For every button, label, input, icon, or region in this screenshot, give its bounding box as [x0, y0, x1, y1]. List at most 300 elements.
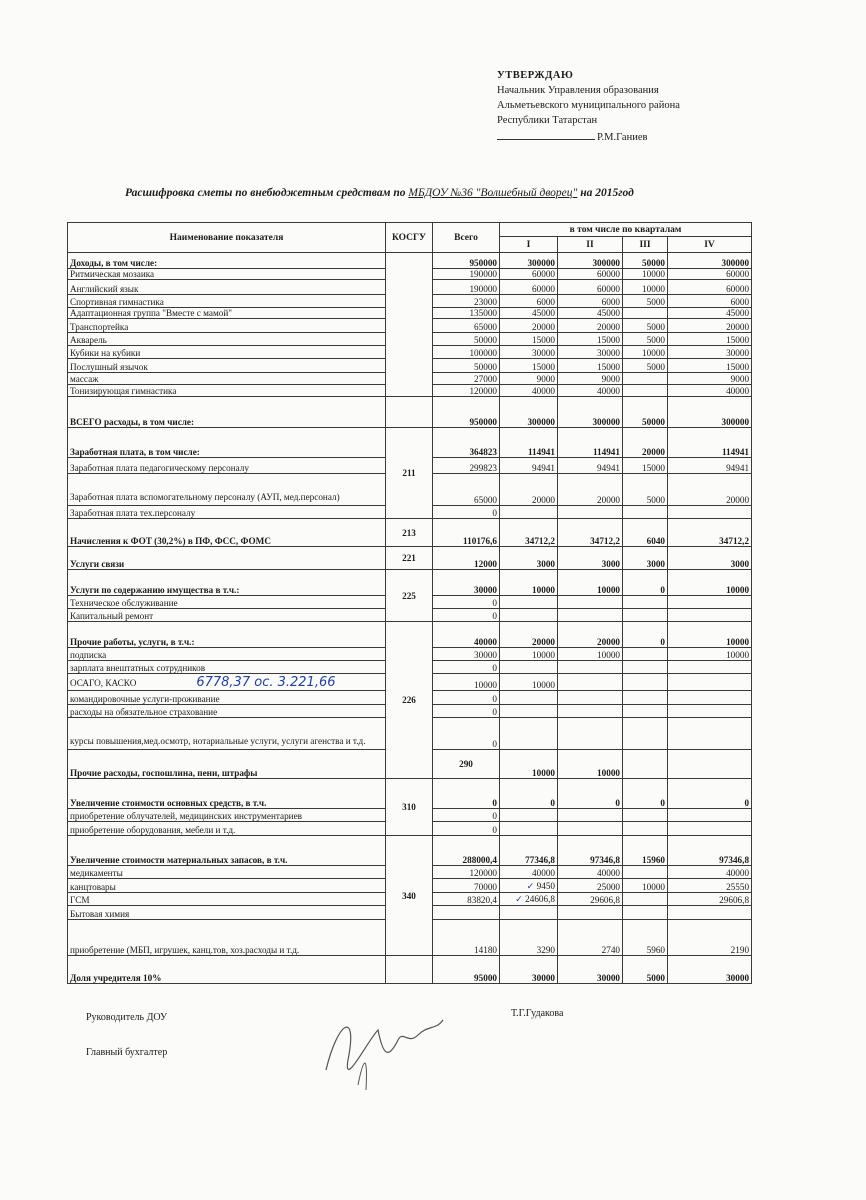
cell-value: 120000: [469, 868, 497, 878]
approval-block: [497, 68, 680, 145]
kosgu-cell: 290: [433, 750, 500, 779]
cell-total: [433, 822, 500, 836]
cell-value: 94941: [597, 463, 620, 473]
cell-q2: [558, 866, 623, 879]
cell-total: [500, 750, 558, 779]
cell-q4: [668, 547, 752, 570]
row-label-text: Транспортейка: [70, 322, 129, 332]
cell-q1: [500, 674, 558, 691]
cell-q1: [500, 385, 558, 397]
cell-q4: [668, 458, 752, 474]
row-label-cap_repair: [68, 609, 386, 622]
row-label-text: канцтовары: [70, 882, 116, 892]
table-row: [68, 570, 752, 596]
cell-total: [433, 458, 500, 474]
row-label-text: Услуги связи: [70, 559, 125, 569]
cell-total: [433, 879, 500, 893]
cell-value: 40000: [474, 637, 497, 647]
cell-value: 50000: [474, 335, 497, 345]
title-school: МБДОУ №36 "Волшебный дворец": [408, 187, 578, 199]
table-row: [68, 519, 752, 547]
cell-q3: [623, 359, 668, 373]
cell-value: 5000: [646, 973, 665, 983]
header-kosgu: КОСГУ: [386, 223, 433, 253]
cell-q1: [500, 822, 558, 836]
row-label-sal_ped: [68, 458, 386, 474]
cell-total: [433, 308, 500, 319]
cell-value: 3000: [601, 559, 620, 569]
cell-q4: [668, 506, 752, 519]
cell-value: 10000: [597, 768, 620, 778]
cell-q2: [558, 385, 623, 397]
cell-q1: [500, 705, 558, 718]
cell-total: [433, 718, 500, 750]
cell-q1: [500, 269, 558, 280]
cell-q2: [558, 253, 623, 269]
cell-value: 3000: [730, 559, 750, 569]
approval-line1: Начальник Управления образования: [497, 85, 659, 96]
cell-value: 77346,8: [525, 855, 555, 865]
row-label-medicine: [68, 866, 386, 879]
row-label-text: Заработная плата, в том числе:: [70, 447, 200, 457]
cell-q3: [623, 373, 668, 385]
cell-q1: [500, 319, 558, 333]
cell-q4: [668, 779, 752, 809]
row-label-tongue: [68, 359, 386, 373]
cell-total: [433, 280, 500, 295]
cell-value: 0: [492, 598, 497, 608]
cell-value: 950000: [469, 258, 497, 268]
cell-value: 30000: [597, 973, 620, 983]
cell-q2: [558, 893, 623, 906]
cell-value: 2190: [730, 945, 750, 955]
approval-line2: Альметьевского муниципального района: [497, 100, 680, 111]
cell-value: 29606,8: [590, 895, 620, 905]
cell-value: 5000: [646, 322, 665, 332]
cell-total: [433, 547, 500, 570]
cell-q2: [558, 269, 623, 280]
cell-q1: [500, 570, 558, 596]
row-label-irradiators: [68, 809, 386, 822]
cell-q1: [500, 333, 558, 346]
cell-total: [433, 269, 500, 280]
row-label-text: Услуги по содержанию имущества в т.ч.:: [70, 585, 240, 595]
cell-q3: [623, 836, 668, 866]
cell-q3: [623, 893, 668, 906]
cell-value: 5000: [646, 297, 665, 307]
cell-value: 15000: [597, 362, 620, 372]
cell-value: 30000: [474, 650, 497, 660]
cell-value: 2740: [601, 945, 620, 955]
row-label-text: Начисления к ФОТ (30,2%) в ПФ, ФСС, ФОМС: [70, 536, 271, 546]
cell-q1: [500, 280, 558, 295]
cell-value: 12000: [474, 559, 497, 569]
cell-value: 40000: [726, 868, 750, 878]
cell-total: [433, 346, 500, 359]
cell-value: 60000: [597, 284, 620, 294]
row-label-founder: [68, 956, 386, 984]
cell-total: [433, 295, 500, 308]
cell-q3: [623, 866, 668, 879]
cell-value: 95000: [474, 973, 497, 983]
cell-q3: [623, 269, 668, 280]
cell-q3: [623, 691, 668, 705]
row-label-text: Заработная плата тех.персоналу: [70, 508, 196, 518]
row-label-text: ВСЕГО расходы, в том числе:: [70, 417, 195, 427]
cell-value: 30000: [532, 973, 555, 983]
row-label-ext_staff: [68, 661, 386, 674]
cell-q3: [623, 519, 668, 547]
cell-value: 9450: [536, 881, 555, 891]
cell-q2: [558, 674, 623, 691]
row-label-expenses: [68, 397, 386, 428]
cell-value: 0: [550, 798, 555, 808]
cell-value: 3000: [536, 559, 555, 569]
cell-value: 10000: [532, 585, 555, 595]
kosgu-cell: 221: [386, 547, 433, 570]
table-body: [68, 253, 752, 984]
cell-q1: [500, 547, 558, 570]
cell-q2: [558, 779, 623, 809]
row-label-fixed_assets: [68, 779, 386, 809]
kosgu-cell: 340: [386, 836, 433, 956]
cell-q4: [668, 269, 752, 280]
cell-q4: [668, 570, 752, 596]
row-label-text: курсы повышения,мед.осмотр, нотариальные услуги, услуги агенства и т.д.: [70, 736, 366, 746]
cell-q2: [558, 346, 623, 359]
cell-q1: [500, 596, 558, 609]
budget-table: [67, 222, 752, 984]
cell-q4: [668, 866, 752, 879]
cell-q4: [668, 956, 752, 984]
cell-value: 29606,8: [719, 895, 750, 905]
kosgu-cell: 310: [386, 779, 433, 836]
cell-value: 40000: [597, 868, 620, 878]
cell-q3: [623, 308, 668, 319]
cell-q2: [558, 373, 623, 385]
row-label-trans: [68, 319, 386, 333]
cell-value: 120000: [469, 386, 497, 396]
cell-value: 10000: [474, 680, 497, 690]
handwritten-signature: [318, 1000, 448, 1095]
cell-q2: [558, 836, 623, 866]
kosgu-cell: [386, 956, 433, 984]
row-label-sport: [68, 295, 386, 308]
cell-q4: [668, 333, 752, 346]
row-label-text: Капитальный ремонт: [70, 611, 154, 621]
cell-value: 114941: [527, 447, 555, 457]
row-label-text: приобретение оборудования, мебели и т.д.: [70, 825, 236, 835]
cell-value: 300000: [527, 258, 555, 268]
cell-q1: [500, 253, 558, 269]
cell-q4: [668, 596, 752, 609]
cell-q3: [623, 295, 668, 308]
cell-q4: [668, 253, 752, 269]
row-label-text: Доля учредителя 10%: [70, 973, 162, 983]
cell-q1: [500, 691, 558, 705]
cell-q3: [623, 609, 668, 622]
row-label-household: [68, 906, 386, 920]
row-label-insurance: [68, 705, 386, 718]
cell-total: [433, 661, 500, 674]
cell-q1: [500, 879, 558, 893]
row-label-tech_service: [68, 596, 386, 609]
row-label-text: расходы на обязательное страхование: [70, 707, 218, 717]
cell-value: 300000: [721, 258, 750, 268]
approval-line3: Республики Татарстан: [497, 115, 598, 126]
row-label-text: Кубики на кубики: [70, 348, 141, 358]
cell-value: 5000: [646, 495, 665, 505]
approval-signer-line: [497, 128, 680, 145]
row-label-text: Прочие работы, услуги, в т.ч.:: [70, 637, 195, 647]
cell-q2: [558, 906, 623, 920]
cell-value: 3000: [646, 559, 665, 569]
cell-q2: [558, 547, 623, 570]
cell-value: 45000: [726, 308, 750, 318]
cell-value: 60000: [532, 284, 555, 294]
cell-value: 20000: [726, 322, 750, 332]
cell-q4: [668, 836, 752, 866]
cell-q4: [668, 822, 752, 836]
cell-q3: [623, 280, 668, 295]
row-label-osago: [68, 674, 386, 691]
cell-value: 10000: [597, 650, 620, 660]
cell-q1: [500, 906, 558, 920]
cell-q4: [668, 519, 752, 547]
cell-value: 65000: [474, 322, 497, 332]
table-row: [68, 253, 752, 269]
cell-q3: [623, 253, 668, 269]
row-label-sal_tech: [68, 506, 386, 519]
cell-value: 300000: [592, 258, 620, 268]
cell-q1: [500, 866, 558, 879]
cell-q1: [500, 956, 558, 984]
cell-total: [433, 648, 500, 661]
row-label-office: [68, 879, 386, 893]
cell-total: [433, 519, 500, 547]
cell-q2: [558, 705, 623, 718]
cell-q1: [500, 428, 558, 458]
cell-q4: [668, 906, 752, 920]
cell-q3: [623, 648, 668, 661]
cell-q3: [623, 385, 668, 397]
row-label-text: Бытовая химия: [70, 909, 130, 919]
cell-value: 50000: [642, 417, 665, 427]
check-mark-icon: ✓: [515, 894, 523, 905]
cell-value: 27000: [474, 374, 497, 384]
approval-title: УТВЕРЖДАЮ: [497, 70, 574, 81]
cell-q3: [623, 705, 668, 718]
header-quarters: в том числе по кварталам: [500, 223, 752, 237]
row-label-subscr: [68, 648, 386, 661]
cell-value: 6000: [601, 297, 620, 307]
cell-value: 190000: [469, 284, 497, 294]
row-label-courses: [68, 718, 386, 750]
cell-value: 300000: [592, 417, 620, 427]
cell-q3: [623, 956, 668, 984]
document-title: [125, 187, 634, 199]
cell-q4: [668, 609, 752, 622]
accountant-label: Главный бухгалтер: [86, 1047, 168, 1058]
cell-value: 50000: [642, 258, 665, 268]
cell-q2: [558, 397, 623, 428]
cell-total: [433, 809, 500, 822]
cell-value: 40000: [532, 386, 555, 396]
approval-signer: Р.М.Ганиев: [597, 132, 648, 143]
cell-q1: [500, 609, 558, 622]
cell-value: 94941: [532, 463, 555, 473]
cell-q3: [623, 397, 668, 428]
cell-value: 10000: [642, 348, 665, 358]
cell-value: 288000,4: [462, 855, 497, 865]
row-label-fuel: [68, 893, 386, 906]
cell-value: 94941: [726, 463, 750, 473]
row-label-text: Тонизирующая гимнастика: [70, 386, 177, 396]
cell-q2: [558, 661, 623, 674]
cell-q3: [623, 661, 668, 674]
row-label-comm: [68, 547, 386, 570]
cell-value: 15960: [642, 855, 665, 865]
cell-q4: [668, 661, 752, 674]
cell-q3: [623, 570, 668, 596]
cell-value: 34712,2: [525, 536, 555, 546]
cell-value: 45000: [532, 308, 555, 318]
row-label-text: Техническое обслуживание: [70, 598, 178, 608]
cell-value: 0: [744, 798, 750, 808]
cell-q2: [558, 506, 623, 519]
cell-value: 60000: [726, 269, 750, 279]
row-label-text: Доходы, в том числе:: [70, 258, 158, 268]
cell-q2: [558, 822, 623, 836]
cell-q1: [500, 648, 558, 661]
cell-q2: [558, 809, 623, 822]
cell-q4: [668, 385, 752, 397]
cell-value: 0: [492, 739, 497, 749]
cell-value: 30000: [532, 348, 555, 358]
cell-q3: [623, 622, 668, 648]
cell-value: 5000: [646, 335, 665, 345]
table-row: [68, 956, 752, 984]
cell-value: 20000: [532, 495, 555, 505]
row-label-text: Заработная плата вспомогательному персоналу (АУП, мед.персонал): [70, 492, 340, 502]
row-label-text: Прочие расходы, госпошлина, пени, штрафы: [70, 768, 258, 778]
cell-q3: [623, 809, 668, 822]
cell-value: 10000: [597, 585, 620, 595]
cell-value: 15000: [726, 362, 750, 372]
row-label-text: Английский язык: [70, 284, 139, 294]
cell-q3: [623, 428, 668, 458]
cell-q3: [623, 547, 668, 570]
cell-q4: [668, 397, 752, 428]
cell-value: 0: [615, 798, 620, 808]
cell-q4: [668, 308, 752, 319]
cell-q2: [558, 474, 623, 506]
cell-q1: [500, 474, 558, 506]
cell-q3: [623, 506, 668, 519]
header-q1: I: [500, 237, 558, 253]
cell-q2: [558, 956, 623, 984]
table-row: [68, 836, 752, 866]
row-label-text: Увеличение стоимости основных средств, в т.ч.: [70, 798, 267, 808]
cell-q1: [500, 373, 558, 385]
cell-value: 23000: [474, 297, 497, 307]
cell-q3: [623, 333, 668, 346]
cell-value: 10000: [642, 284, 665, 294]
cell-value: 0: [492, 611, 497, 621]
cell-q3: [623, 674, 668, 691]
cell-q1: [500, 809, 558, 822]
row-label-salary: [68, 428, 386, 458]
cell-q2: [558, 428, 623, 458]
row-label-text: командировочные услуги-проживание: [70, 694, 220, 704]
cell-q1: [500, 346, 558, 359]
cell-value: 10000: [726, 650, 750, 660]
cell-q1: [558, 750, 623, 779]
cell-value: 14180: [474, 945, 497, 955]
cell-total: [433, 920, 500, 956]
cell-q4: [668, 428, 752, 458]
row-label-text: приобретение облучателей, медицинских инструментариев: [70, 811, 302, 821]
cell-q2: [558, 570, 623, 596]
cell-total: [433, 705, 500, 718]
cell-q2: [558, 648, 623, 661]
cell-value: 0: [492, 694, 497, 704]
cell-value: 30000: [726, 973, 750, 983]
cell-value: 0: [492, 811, 497, 821]
cell-total: [433, 333, 500, 346]
row-label-income: [68, 253, 386, 269]
cell-q2: [558, 359, 623, 373]
kosgu-cell: [386, 397, 433, 428]
cell-total: [433, 570, 500, 596]
cell-q2: [558, 458, 623, 474]
cell-value: 10000: [532, 768, 555, 778]
cell-value: 0: [660, 798, 665, 808]
row-label-mbp: [68, 920, 386, 956]
cell-total: [433, 428, 500, 458]
cell-q3: [623, 458, 668, 474]
row-label-text: Заработная плата педагогическому персоналу: [70, 463, 249, 473]
cell-q2: [558, 718, 623, 750]
row-label-sal_aux: [68, 474, 386, 506]
cell-q1: [500, 506, 558, 519]
row-label-travel: [68, 691, 386, 705]
cell-value: 3290: [536, 945, 555, 955]
head-label: Руководитель ДОУ: [86, 1012, 168, 1023]
cell-q4: [668, 622, 752, 648]
cell-value: 50000: [474, 362, 497, 372]
kosgu-cell: 226: [386, 622, 433, 779]
cell-q2: [558, 333, 623, 346]
cell-value: 20000: [532, 322, 555, 332]
cell-value: 114941: [592, 447, 620, 457]
row-label-text: Увеличение стоимости материальных запасов, в т.ч.: [70, 855, 288, 865]
cell-value: 299823: [469, 463, 497, 473]
cell-value: 60000: [532, 269, 555, 279]
row-label-text: Акварель: [70, 335, 107, 345]
cell-value: 0: [492, 798, 497, 808]
cell-q4: [668, 280, 752, 295]
cell-q4: [668, 648, 752, 661]
cell-value: 110176,6: [463, 536, 497, 546]
cell-value: 34712,2: [590, 536, 620, 546]
cell-value: 20000: [532, 637, 555, 647]
row-label-text: ОСАГО, КАСКО: [70, 678, 137, 688]
cell-q3: [668, 750, 752, 779]
table-row: [68, 622, 752, 648]
cell-value: 40000: [726, 386, 750, 396]
row-label-maint: [68, 570, 386, 596]
